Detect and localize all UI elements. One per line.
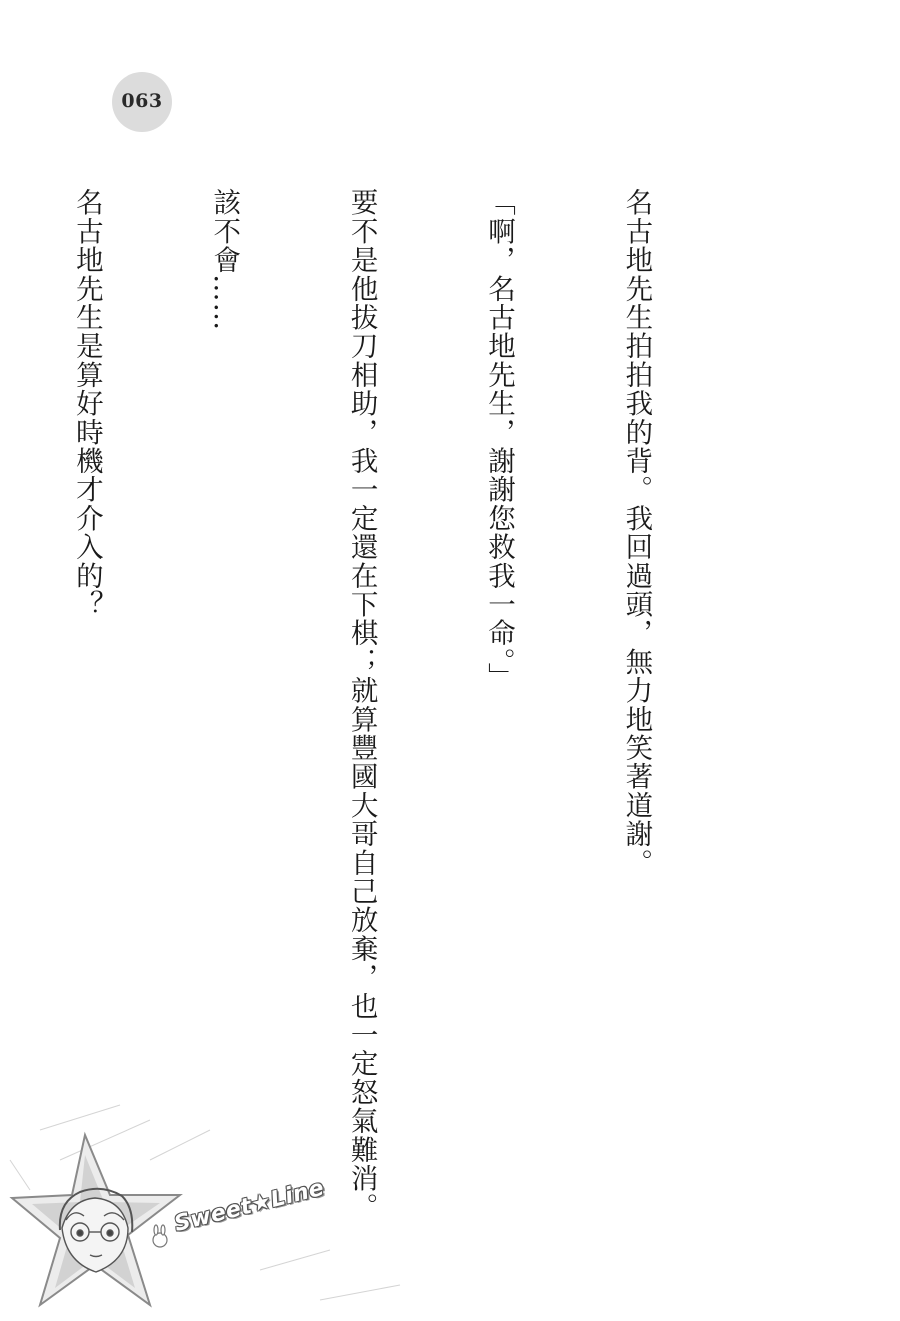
- brand-logo: Sweet★Line: [171, 1175, 327, 1237]
- text-line: 名古地先生是算好時機才介入的？: [70, 188, 103, 619]
- text-line: 該不會……: [208, 188, 241, 332]
- text-line: 「啊，名古地先生，謝謝您救我一命。」: [483, 188, 516, 691]
- page-number: 063: [121, 90, 163, 112]
- bunny-icon: [153, 1225, 167, 1247]
- text-line: 要不是他拔刀相助，我一定還在下棋；就算豐國大哥自己放棄，也一定怒氣難消。: [345, 188, 378, 1222]
- text-line: 名古地先生拍拍我的背。我回過頭，無力地笑著道謝。: [620, 188, 653, 877]
